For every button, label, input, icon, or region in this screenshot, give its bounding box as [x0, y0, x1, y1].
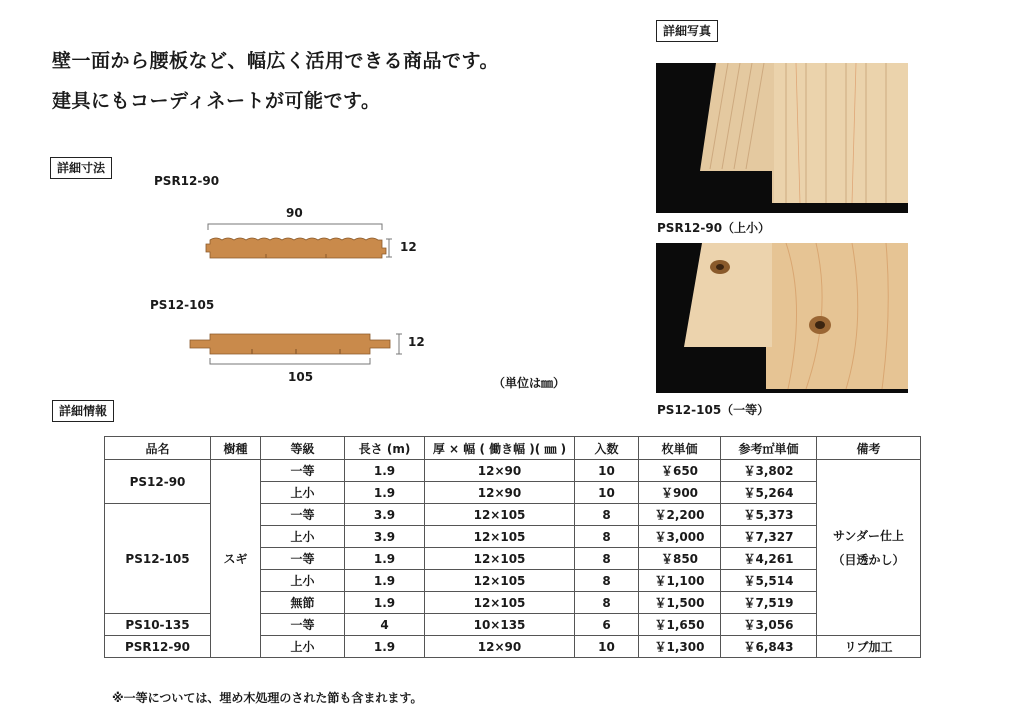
size-cell: 12×90: [425, 482, 575, 504]
grade-cell: 一等: [261, 614, 345, 636]
quantity-cell: 10: [575, 636, 639, 658]
header-product: 品名: [105, 437, 211, 460]
length-cell: 3.9: [345, 504, 425, 526]
remarks-sander-spacing: （目透かし）: [832, 552, 905, 567]
grade-cell: 一等: [261, 504, 345, 526]
length-cell: 1.9: [345, 482, 425, 504]
quantity-cell: 10: [575, 482, 639, 504]
quantity-cell: 8: [575, 548, 639, 570]
headline-line-2: 建具にもコーディネートが可能です。: [52, 90, 381, 112]
header-species: 樹種: [211, 437, 261, 460]
grade-cell: 一等: [261, 460, 345, 482]
unit-price-cell: ￥1,650: [639, 614, 721, 636]
footnote: ※一等については、埋め木処理のされた節も含まれます。: [112, 691, 423, 705]
ps-profile-drawing: [186, 330, 406, 370]
info-label: 詳細情報: [52, 400, 114, 422]
header-remarks: 備考: [817, 437, 921, 460]
length-cell: 4: [345, 614, 425, 636]
product-cell: PS10-135: [105, 614, 211, 636]
size-cell: 12×90: [425, 460, 575, 482]
m2-price-cell: ￥7,327: [721, 526, 817, 548]
m2-price-cell: ￥3,802: [721, 460, 817, 482]
header-grade: 等級: [261, 437, 345, 460]
psr-product-photo: [656, 63, 908, 213]
m2-price-cell: ￥4,261: [721, 548, 817, 570]
product-cell: PSR12-90: [105, 636, 211, 658]
ps-photo-caption: PS12-105（一等）: [657, 403, 770, 417]
quantity-cell: 8: [575, 592, 639, 614]
m2-price-cell: ￥5,514: [721, 570, 817, 592]
ps-product-photo: [656, 243, 908, 393]
length-cell: 3.9: [345, 526, 425, 548]
length-cell: 1.9: [345, 460, 425, 482]
size-cell: 12×105: [425, 504, 575, 526]
m2-price-cell: ￥7,519: [721, 592, 817, 614]
unit-price-cell: ￥900: [639, 482, 721, 504]
size-cell: 12×105: [425, 592, 575, 614]
grade-cell: 上小: [261, 482, 345, 504]
m2-price-cell: ￥5,264: [721, 482, 817, 504]
grade-cell: 上小: [261, 526, 345, 548]
header-m2-price: 参考㎡単価: [721, 437, 817, 460]
spec-table: [104, 436, 921, 658]
length-cell: 1.9: [345, 636, 425, 658]
unit-price-cell: ￥850: [639, 548, 721, 570]
quantity-cell: 6: [575, 614, 639, 636]
length-cell: 1.9: [345, 592, 425, 614]
size-cell: 12×105: [425, 570, 575, 592]
product-cell: PS12-105: [105, 504, 211, 614]
psr-width-label: 90: [286, 206, 303, 220]
psr-profile-drawing: [196, 218, 396, 266]
length-cell: 1.9: [345, 548, 425, 570]
species-cell: スギ: [211, 460, 261, 658]
quantity-cell: 8: [575, 526, 639, 548]
headline-line-1: 壁一面から腰板など、幅広く活用できる商品です。: [52, 50, 499, 72]
unit-price-cell: ￥1,100: [639, 570, 721, 592]
grade-cell: 上小: [261, 570, 345, 592]
header-size: 厚 × 幅 ( 働き幅 )( ㎜ ): [425, 437, 575, 460]
size-cell: 10×135: [425, 614, 575, 636]
ps-width-label: 105: [288, 370, 314, 384]
psr-thickness-label: 12: [400, 240, 417, 254]
size-cell: 12×105: [425, 548, 575, 570]
header-length: 長さ (m): [345, 437, 425, 460]
table-row: [105, 460, 921, 482]
m2-price-cell: ￥5,373: [721, 504, 817, 526]
unit-price-cell: ￥650: [639, 460, 721, 482]
ps-model-label: PS12-105: [150, 298, 215, 312]
remarks-sander-finish: サンダー仕上: [833, 528, 904, 543]
product-cell: PS12-90: [105, 460, 211, 504]
quantity-cell: 8: [575, 504, 639, 526]
unit-note: （単位は㎜）: [493, 376, 566, 390]
remarks-cell-sander: [817, 460, 921, 636]
ps-thickness-label: 12: [408, 335, 425, 349]
header-quantity: 入数: [575, 437, 639, 460]
header-unit-price: 枚単価: [639, 437, 721, 460]
size-cell: 12×105: [425, 526, 575, 548]
quantity-cell: 10: [575, 460, 639, 482]
grade-cell: 無節: [261, 592, 345, 614]
grade-cell: 一等: [261, 548, 345, 570]
psr-photo-caption: PSR12-90（上小）: [657, 221, 771, 235]
table-header-row: [105, 437, 921, 460]
unit-price-cell: ￥1,500: [639, 592, 721, 614]
grade-cell: 上小: [261, 636, 345, 658]
unit-price-cell: ￥2,200: [639, 504, 721, 526]
unit-price-cell: ￥3,000: [639, 526, 721, 548]
size-cell: 12×90: [425, 636, 575, 658]
m2-price-cell: ￥3,056: [721, 614, 817, 636]
m2-price-cell: ￥6,843: [721, 636, 817, 658]
dimensions-label: 詳細寸法: [50, 157, 112, 179]
quantity-cell: 8: [575, 570, 639, 592]
photos-label: 詳細写真: [656, 20, 718, 42]
psr-model-label: PSR12-90: [154, 174, 220, 188]
length-cell: 1.9: [345, 570, 425, 592]
remarks-cell-rib: リブ加工: [817, 636, 921, 658]
unit-price-cell: ￥1,300: [639, 636, 721, 658]
